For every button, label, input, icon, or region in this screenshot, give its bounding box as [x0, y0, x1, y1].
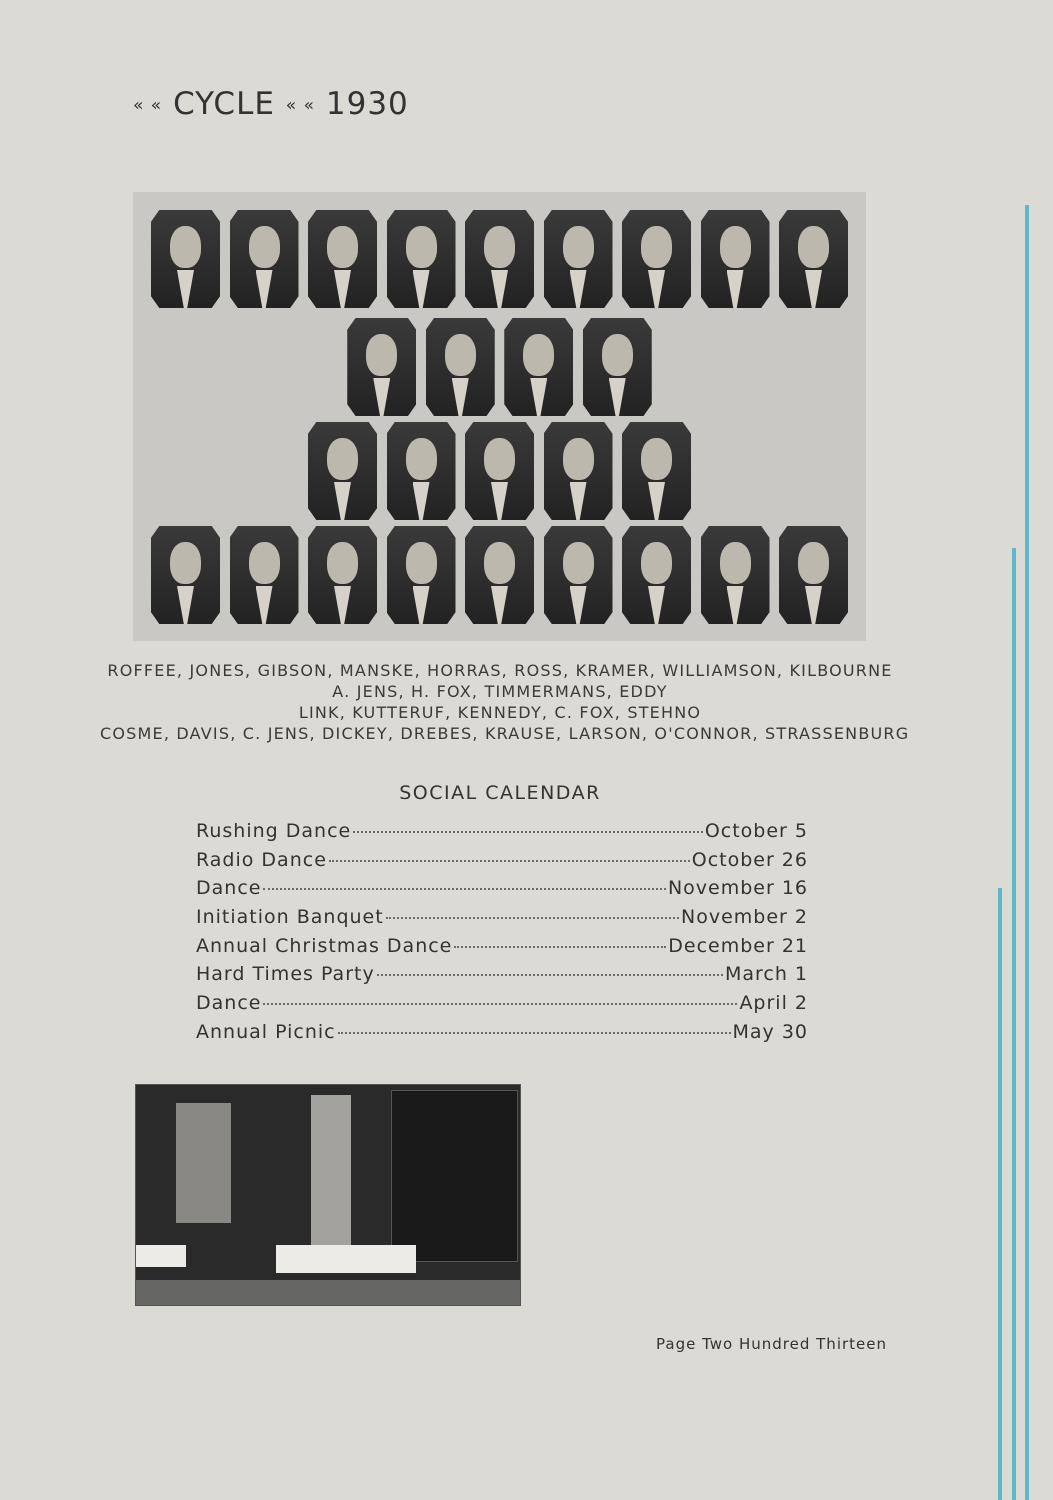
group-portrait-photo [133, 192, 866, 641]
header-ornament-2: « « [285, 95, 316, 116]
calendar-title: SOCIAL CALENDAR [399, 782, 601, 804]
event-date: December 21 [668, 934, 808, 957]
portrait-face [170, 226, 201, 268]
member-portrait [465, 210, 534, 308]
dot-leader [454, 946, 666, 948]
event-name: Annual Christmas Dance [196, 934, 453, 957]
table-shape [276, 1245, 416, 1273]
portrait-collar [413, 482, 430, 520]
portrait-face [641, 226, 672, 268]
dot-leader [263, 888, 665, 890]
calendar-row [196, 1021, 808, 1050]
names-line: COSME, DAVIS, C. JENS, DICKEY, DREBES, KRAUSE, LARSON, O'CONNOR, STRASSENBURG [100, 724, 910, 743]
floor-shape [136, 1280, 520, 1305]
member-portrait [504, 318, 573, 416]
member-portrait [622, 422, 691, 520]
portrait-collar [570, 270, 587, 308]
member-portrait [151, 210, 220, 308]
member-portrait [151, 526, 220, 624]
portrait-face [484, 438, 515, 480]
dot-leader [263, 1003, 737, 1005]
portrait-face [406, 542, 437, 584]
member-portrait [622, 210, 691, 308]
names-line: LINK, KUTTERUF, KENNEDY, C. FOX, STEHNO [298, 703, 702, 722]
portrait-collar [413, 586, 430, 624]
dot-leader [353, 831, 703, 833]
portrait-face [406, 226, 437, 268]
event-name: Initiation Banquet [196, 906, 384, 929]
calendar-list [196, 820, 808, 1050]
portrait-collar [491, 482, 508, 520]
portrait-face [327, 438, 358, 480]
member-portrait [465, 422, 534, 520]
dining-room-photo [135, 1084, 521, 1306]
member-portrait [779, 526, 848, 624]
member-portrait [544, 422, 613, 520]
portrait-face [720, 542, 751, 584]
accent-stripe [1012, 548, 1016, 1500]
member-portrait [230, 210, 299, 308]
dot-leader [386, 917, 679, 919]
table-shape [136, 1245, 186, 1267]
accent-stripe [998, 888, 1002, 1500]
event-name: Dance [196, 992, 262, 1015]
portrait-collar [609, 378, 626, 416]
portrait-collar [177, 270, 194, 308]
curtain-shape [311, 1095, 351, 1245]
portrait-collar [177, 586, 194, 624]
header-year: 1930 [325, 86, 409, 122]
event-name: Rushing Dance [196, 820, 352, 842]
member-portrait [465, 526, 534, 624]
calendar-row [196, 935, 808, 964]
portrait-collar [530, 378, 547, 416]
portrait-collar [648, 482, 665, 520]
portrait-face [523, 334, 554, 376]
portrait-face [249, 226, 280, 268]
portrait-collar [334, 482, 351, 520]
member-names [100, 660, 910, 744]
portrait-face [798, 542, 829, 584]
names-line: ROFFEE, JONES, GIBSON, MANSKE, HORRAS, ROSS, KRAMER, WILLIAMSON, KILBOURNE [107, 661, 893, 680]
portrait-face [563, 226, 594, 268]
member-portrait [308, 210, 377, 308]
event-date: October 5 [704, 820, 808, 842]
header-title: CYCLE [173, 86, 275, 122]
header-ornament: « « [133, 95, 163, 116]
portrait-face [798, 226, 829, 268]
calendar-row [196, 820, 808, 849]
portrait-collar [648, 586, 665, 624]
member-portrait [583, 318, 652, 416]
portrait-collar [727, 270, 744, 308]
member-portrait [701, 210, 770, 308]
calendar-row [196, 963, 808, 992]
portrait-collar [334, 586, 351, 624]
portrait-collar [373, 378, 390, 416]
portrait-collar [334, 270, 351, 308]
portrait-face [445, 334, 476, 376]
member-portrait [230, 526, 299, 624]
event-date: November 2 [681, 906, 808, 929]
event-date: April 2 [739, 992, 808, 1015]
event-name: Annual Picnic [196, 1020, 336, 1043]
member-portrait [308, 526, 377, 624]
event-date: October 26 [691, 848, 808, 871]
portrait-face [563, 438, 594, 480]
portrait-collar [648, 270, 665, 308]
portrait-face [641, 438, 672, 480]
portrait-collar [727, 586, 744, 624]
member-portrait [387, 526, 456, 624]
portrait-face [720, 226, 751, 268]
member-portrait [308, 422, 377, 520]
calendar-row [196, 849, 808, 878]
portrait-face [327, 226, 358, 268]
page-header [133, 86, 409, 122]
member-portrait [779, 210, 848, 308]
window-shape [176, 1103, 231, 1223]
portrait-collar [452, 378, 469, 416]
event-name: Hard Times Party [196, 963, 375, 986]
portrait-collar [256, 586, 273, 624]
member-portrait [701, 526, 770, 624]
portrait-collar [491, 270, 508, 308]
portrait-collar [805, 270, 822, 308]
portrait-collar [256, 270, 273, 308]
portrait-collar [413, 270, 430, 308]
portrait-face [484, 226, 515, 268]
member-portrait [426, 318, 495, 416]
event-name: Radio Dance [196, 848, 327, 871]
member-portrait [544, 526, 613, 624]
event-date: May 30 [732, 1020, 808, 1043]
portrait-face [249, 542, 280, 584]
event-date: November 16 [667, 877, 808, 900]
dot-leader [329, 860, 690, 862]
accent-stripe [1025, 205, 1029, 1500]
dot-leader [377, 974, 723, 976]
calendar-row [196, 877, 808, 906]
portrait-face [484, 542, 515, 584]
member-portrait [347, 318, 416, 416]
dot-leader [338, 1032, 731, 1034]
calendar-row [196, 906, 808, 935]
portrait-collar [491, 586, 508, 624]
china-cabinet-shape [391, 1090, 518, 1262]
member-portrait [622, 526, 691, 624]
event-name: Dance [196, 877, 262, 900]
portrait-collar [570, 586, 587, 624]
names-line: A. JENS, H. FOX, TIMMERMANS, EDDY [332, 682, 668, 701]
portrait-face [406, 438, 437, 480]
event-date: March 1 [724, 963, 808, 986]
portrait-collar [805, 586, 822, 624]
page-number: Page Two Hundred Thirteen [656, 1335, 887, 1353]
portrait-face [327, 542, 358, 584]
portrait-face [563, 542, 594, 584]
calendar-row [196, 992, 808, 1021]
portrait-face [170, 542, 201, 584]
portrait-face [602, 334, 633, 376]
member-portrait [387, 422, 456, 520]
portrait-face [366, 334, 397, 376]
portrait-face [641, 542, 672, 584]
member-portrait [387, 210, 456, 308]
member-portrait [544, 210, 613, 308]
portrait-collar [570, 482, 587, 520]
